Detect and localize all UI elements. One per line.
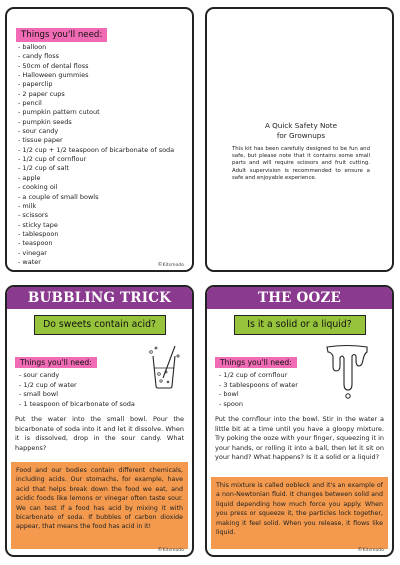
list-item: - 1/2 cup of salt	[18, 164, 69, 173]
list-item: - 2 paper cups	[18, 89, 65, 98]
supplies-card	[5, 7, 194, 272]
list-item: - small bowl	[19, 390, 59, 399]
supplies-list	[18, 43, 192, 267]
safety-card	[205, 7, 394, 272]
card-banner: THE OOZE	[207, 287, 392, 309]
ooze-card	[205, 285, 394, 557]
copyright-icon: ©	[157, 547, 163, 553]
list-item: - a couple of small bowls	[18, 192, 99, 201]
list-item: - pencil	[18, 99, 42, 108]
list-item: - 1/2 cup + 1/2 teaspoon of bicarbonate of soda	[18, 145, 175, 154]
brand-name: Kitsmodo	[162, 263, 184, 268]
safety-body: This kit has been carefully designed to be fun and safe, but please note that it contains some small parts and will require scissors and fruit cutting. Adult supervision is recommended to ensure a safe and enjoyable experience.	[232, 146, 370, 181]
list-item: - sour candy	[19, 371, 60, 379]
card-question: Do sweets contain acid?	[34, 315, 166, 335]
brand-name: Kitsmodo	[162, 548, 184, 553]
list-item: - pumpkin pattern cutout	[18, 108, 100, 117]
card-question: Is it a solid or a liquid?	[234, 315, 366, 335]
list-item: - spoon	[219, 399, 243, 408]
needs-section	[207, 350, 392, 409]
fizzing-glass-icon	[145, 344, 181, 390]
info-box: This mixture is called oobleck and it's an example of a non-Newtonian fluid. It changes between solid and liquid depending how much force you apply. When you press or squeeze it, the particles lock together, making it feel solid. When you release, it flows like liquid.	[211, 477, 388, 549]
method-text: Put the water into the small bowl. Pour the bicarbonate of soda into it and let it dissolve. When it is dissolved, drop in the sour candy. What happens?	[15, 415, 184, 452]
list-item: - 3 tablespoons of water	[219, 380, 298, 389]
list-item: - water	[18, 257, 41, 266]
list-item: - vinegar	[18, 248, 47, 257]
needs-section	[7, 350, 192, 409]
list-item: - pumpkin seeds	[18, 117, 72, 126]
list-item: - 1 teaspoon of bicarbonate of soda	[19, 399, 135, 408]
info-box: Food and our bodies contain different chemicals, including acids. Our stomachs, for example, have acid that helps break down the food we eat, and acidic foods like lemons or vinegar often taste sour. We can test if a food has acid by mixing it with bicarbonate of soda. If bubbles of carbon dioxide appear, that means the food has acid in it!	[11, 462, 188, 549]
copyright-mark	[158, 262, 185, 268]
list-item: - apple	[18, 173, 41, 182]
safety-title	[232, 121, 370, 140]
card-banner: BUBBLING TRICK	[7, 287, 192, 309]
list-item: - scissors	[18, 211, 48, 220]
list-item: - bowl	[219, 390, 239, 399]
brand-name: Kitsmodo	[362, 548, 384, 553]
list-item: - milk	[18, 201, 37, 210]
list-item: - sour candy	[18, 127, 59, 136]
bubbling-trick-card	[5, 285, 194, 557]
list-item: - 1/2 cup of water	[19, 380, 77, 389]
copyright-icon: ©	[357, 547, 363, 553]
list-item: - paperclip	[18, 80, 53, 89]
list-item: - candy floss	[18, 52, 59, 61]
list-item: - sticky tape	[18, 220, 58, 229]
list-item: - cooking oil	[18, 183, 58, 192]
list-item: - 1/2 cup of cornflour	[18, 155, 87, 164]
list-item: - 50cm of dental floss	[18, 61, 89, 70]
safety-title-line: A Quick Safety Note	[264, 121, 338, 130]
list-item: - tablespoon	[18, 229, 59, 238]
needs-heading: Things you'll need:	[215, 357, 297, 368]
list-item: - 1/2 cup of cornflour	[219, 371, 288, 379]
safety-title-line: for Grownups	[276, 130, 326, 140]
safety-note	[232, 121, 370, 182]
dripping-ooze-icon	[325, 344, 369, 400]
list-item: - balloon	[18, 43, 47, 51]
copyright-mark	[158, 547, 185, 553]
needs-heading: Things you'll need:	[15, 357, 97, 368]
copyright-icon: ©	[157, 262, 163, 268]
copyright-mark	[358, 547, 385, 553]
list-item: - tissue paper	[18, 136, 63, 145]
supplies-heading: Things you'll need:	[16, 28, 107, 42]
method-text: Put the cornflour into the bowl. Stir in the water a little bit at a time until you have a gloopy mixture. Try poking the ooze with your finger, squeezing it in your hands, or rolling it into a ball, then let it sit on your hand? What happens? Is it a solid or a liquid?	[215, 415, 384, 461]
list-item: - Halloween gummies	[18, 71, 89, 80]
list-item: - teaspoon	[18, 239, 53, 248]
